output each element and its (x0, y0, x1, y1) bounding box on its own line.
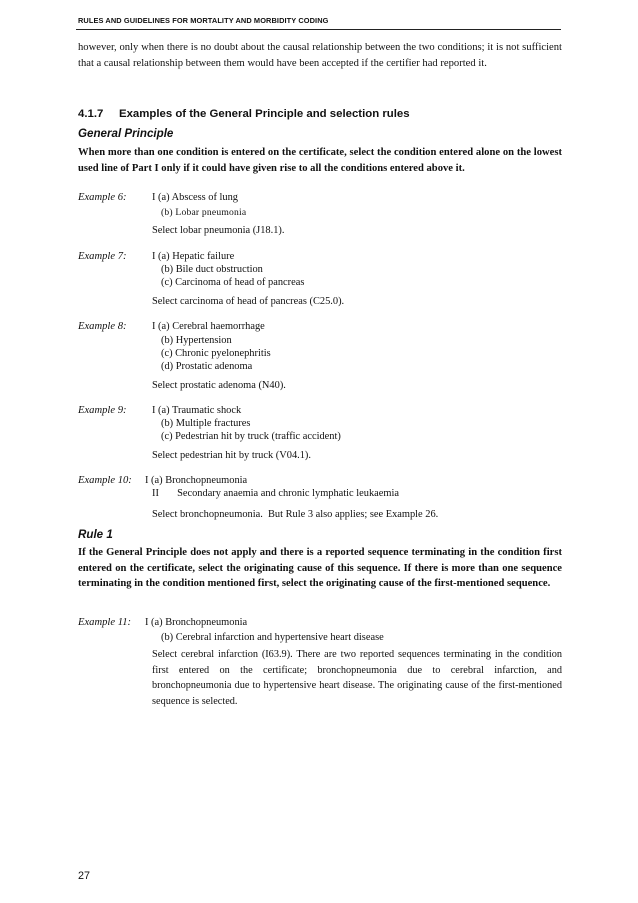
example-label: Example 10: (78, 475, 132, 486)
example-label: Example 6: (78, 192, 127, 203)
header-divider (76, 29, 561, 30)
selection-text: Select bronchopneumonia. But Rule 3 also applies; see Example 26. (152, 509, 439, 520)
cert-line: I (a) Cerebral haemorrhage (152, 321, 265, 332)
cert-line: I (a) Abscess of lung (152, 192, 238, 203)
cert-line: (b) Hypertension (161, 335, 232, 346)
selection-text: Select lobar pneumonia (J18.1). (152, 225, 285, 236)
cert-line: (c) Carcinoma of head of pancreas (161, 277, 305, 288)
page-number: 27 (78, 870, 91, 882)
running-header: RULES AND GUIDELINES FOR MORTALITY AND MORBIDITY CODING (78, 16, 329, 25)
example-label: Example 8: (78, 321, 127, 332)
example-label: Example 11: (78, 617, 132, 628)
cert-line: (b) Bile duct obstruction (161, 264, 263, 275)
cert-line: I (a) Bronchopneumonia (145, 617, 248, 628)
cert-line: (c) Pedestrian hit by truck (traffic accident) (161, 431, 341, 442)
cert-line: (b) Multiple fractures (161, 418, 251, 429)
rule1-text: If the General Principle does not apply and there is a reported sequence terminating in the condition first entered on the certificate, select the originating cause of this sequence. If there is more than one sequence terminating in the condition mentioned first, select the originating cause of the first-mentioned sequence. (78, 547, 562, 589)
example-label: Example 9: (78, 405, 127, 416)
general-principle-heading: General Principle (78, 127, 174, 140)
selection-text: Select prostatic adenoma (N40). (152, 380, 286, 391)
section-number: 4.1.7 (78, 108, 104, 120)
cert-line: I (a) Traumatic shock (152, 405, 242, 416)
cert-line: (b) Lobar pneumonia (161, 207, 247, 218)
cert-line: (c) Chronic pyelonephritis (161, 348, 271, 359)
example-label: Example 7: (78, 251, 127, 262)
intro-paragraph: however, only when there is no doubt about the causal relationship between the two conditions; it is not sufficient that a causal relationship between them would have been accepted if the certifier had reported it. (78, 42, 562, 69)
rule1-heading: Rule 1 (78, 528, 113, 541)
general-principle-text: When more than one condition is entered on the certificate, select the condition entered alone on the lowest used line of Part I only if it could have given rise to all the conditions entered above it. (78, 147, 562, 174)
cert-line: (b) Cerebral infarction and hypertensive heart disease (161, 632, 384, 643)
selection-text: Select carcinoma of head of pancreas (C25.0). (152, 296, 345, 307)
selection-text: Select cerebral infarction (I63.9). There are two reported sequences terminating in the condition first entered on the certificate; bronchopneumonia due to cerebral infarction, and bronchopneumonia due to hypertensive heart disease. The originating cause of the first-mentioned sequence is selected. (152, 649, 562, 707)
selection-text: Select pedestrian hit by truck (V04.1). (152, 450, 311, 461)
cert-line: I (a) Hepatic failure (152, 251, 235, 262)
cert-line: II Secondary anaemia and chronic lymphatic leukaemia (152, 488, 399, 499)
section-title: Examples of the General Principle and selection rules (119, 108, 410, 120)
cert-line: (d) Prostatic adenoma (161, 361, 253, 372)
cert-line: I (a) Bronchopneumonia (145, 475, 248, 486)
